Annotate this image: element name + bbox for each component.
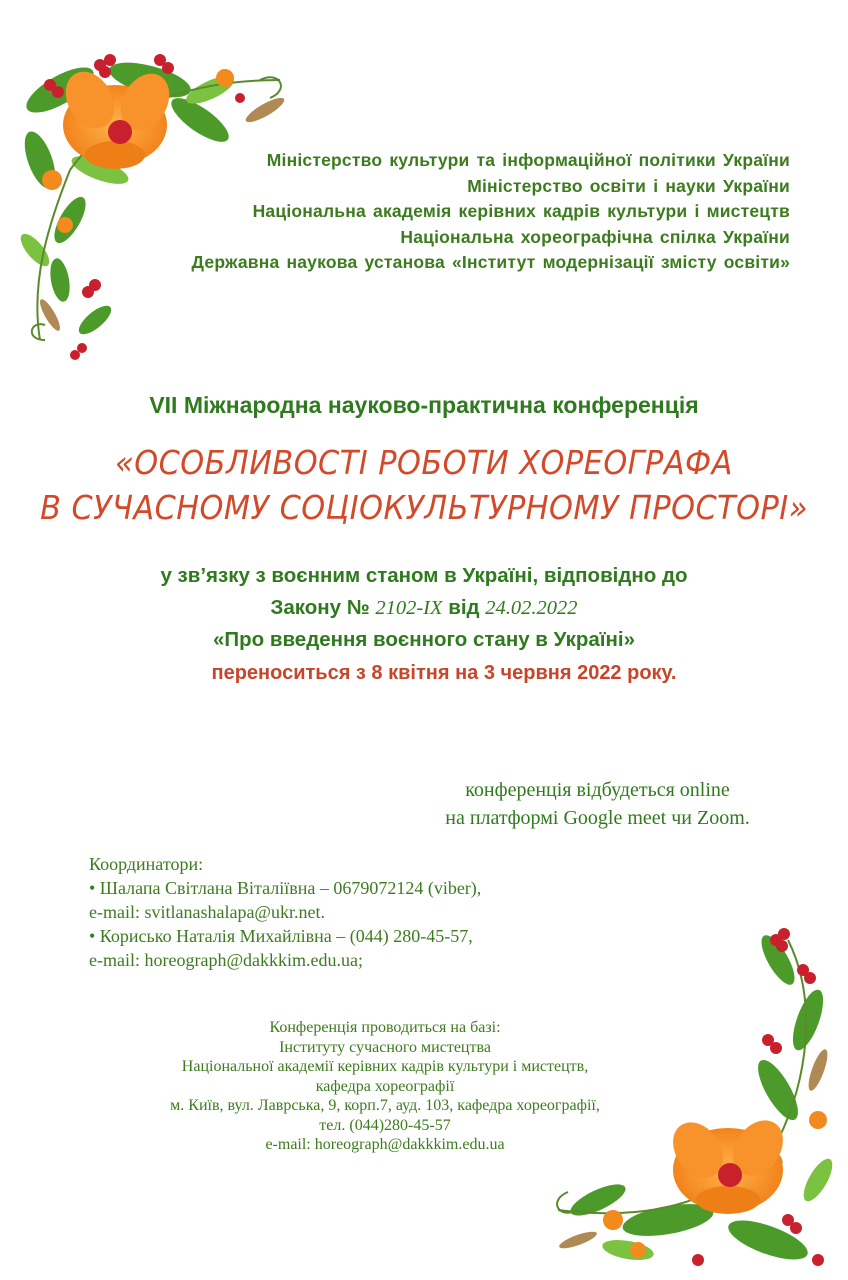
law-date: 24.02.2022 <box>485 597 578 619</box>
organization-line: Міністерство освіти і науки України <box>467 175 790 196</box>
notice-law-line <box>0 592 848 624</box>
martial-law-notice <box>0 560 848 656</box>
venue-line: кафедра хореографії <box>315 1077 455 1095</box>
venue-line: Інституту сучасного мистецтва <box>279 1038 491 1056</box>
coordinator-email: e-mail: horeograph@dakkkim.edu.ua; <box>89 950 363 970</box>
notice-line: у зв’язку з воєнним станом в Україні, відповідно до <box>160 564 688 587</box>
online-line: конференція відбудеться online <box>465 779 730 801</box>
online-info <box>400 776 795 832</box>
organization-line: Національна хореографічна спілка України <box>400 226 790 247</box>
venue-line: e-mail: horeograph@dakkkim.edu.ua <box>265 1136 505 1153</box>
online-line: на платформі Google meet чи Zoom. <box>445 807 750 829</box>
venue-line: тел. (044)280-45-57 <box>319 1116 451 1134</box>
postponement-text: переноситься з 8 квітня на 3 червня 2022 року. <box>211 662 677 684</box>
notice-law-prefix: Закону № <box>270 596 376 619</box>
conference-title-line: В СУЧАСНОМУ СОЦІОКУЛЬТУРНОМУ ПРОСТОРІ» <box>40 488 808 527</box>
organization-line: Державна наукова установа «Інститут модернізації змісту освіти» <box>191 252 790 272</box>
coordinator-item: • Корисько Наталія Михайлівна – (044) 280-45-57, <box>89 926 473 946</box>
venue-block <box>90 1018 680 1155</box>
coordinator-email: e-mail: svitlanashalapa@ukr.net. <box>89 902 326 922</box>
venue-line: Конференція проводиться на базі: <box>269 1019 501 1036</box>
organization-line: Національна академія керівних кадрів культури і мистецтв <box>252 201 790 221</box>
law-number: 2102-IX <box>375 597 443 619</box>
coordinators-heading: Координатори: <box>89 854 204 874</box>
venue-line: м. Київ, вул. Лаврська, 9, корп.7, ауд. 103, кафедра хореографії, <box>170 1097 600 1114</box>
conference-title-line: «ОСОБЛИВОСТІ РОБОТИ ХОРЕОГРАФА <box>115 443 733 482</box>
venue-line: Національної академії керівних кадрів культури і мистецтв, <box>181 1058 589 1075</box>
notice-line: «Про введення воєнного стану в Україні» <box>212 628 635 651</box>
conference-title <box>34 440 814 530</box>
coordinators-block <box>89 852 609 972</box>
notice-law-mid: від <box>442 596 486 619</box>
organizations-list <box>110 148 790 276</box>
coordinator-item: • Шалапа Світлана Віталіївна – 0679072124 (viber), <box>89 878 482 898</box>
conference-subtitle: VII Міжнародна науково-практична конференція <box>149 392 699 418</box>
organization-line: Міністерство культури та інформаційної політики України <box>266 150 790 170</box>
